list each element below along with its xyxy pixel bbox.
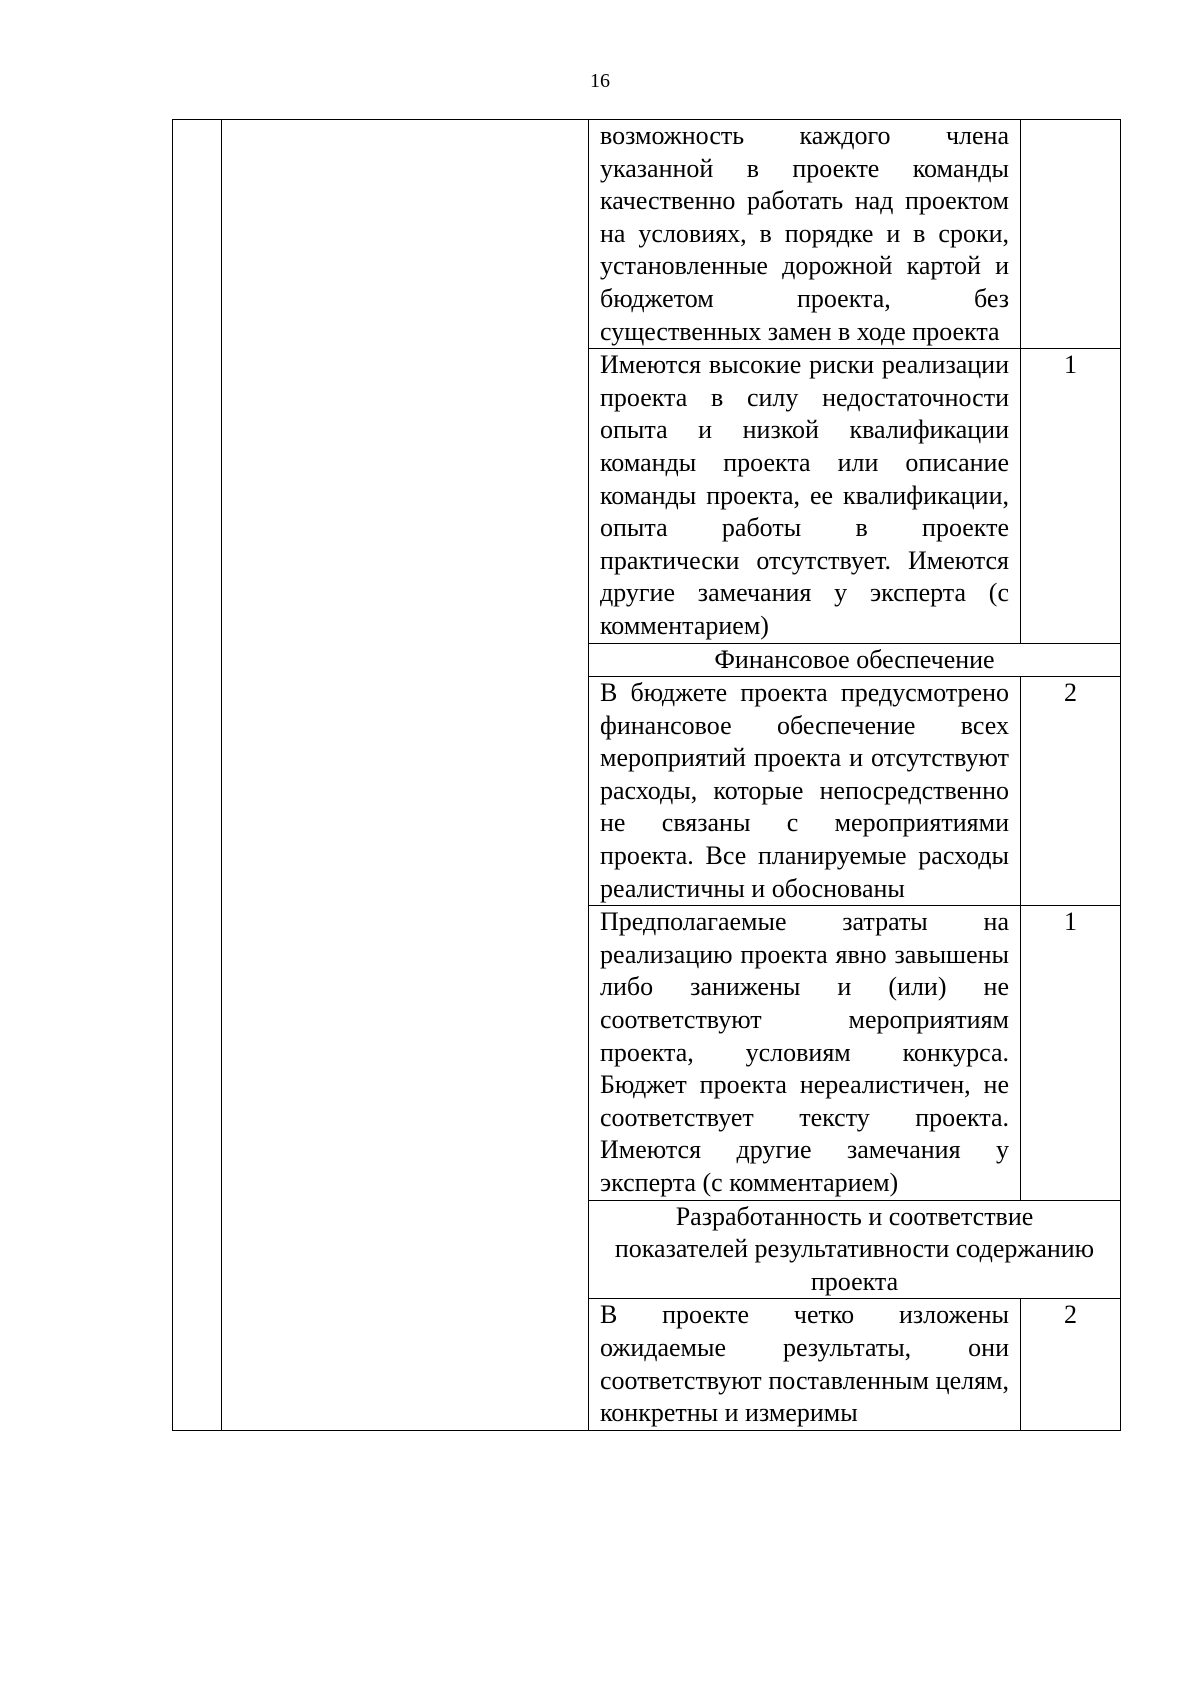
criterion-description-cell bbox=[589, 906, 1021, 1200]
criterion-name-cell bbox=[222, 120, 589, 1431]
score-value: 1 bbox=[1064, 350, 1077, 380]
score-cell bbox=[1021, 120, 1121, 349]
section-title: Разработанность и соответствие показателей результативности содержанию проекта bbox=[614, 1201, 1095, 1296]
score-value: 1 bbox=[1064, 907, 1077, 937]
score-value: 2 bbox=[1064, 678, 1077, 708]
criterion-text: возможность каждого члена указанной в проекте команды качественно работать над проектом на условиях, в порядке и в сроки, установленные дорожной картой и бюджетом проекта, без существенных замен в ходе проекта bbox=[600, 121, 1009, 346]
criterion-text: В бюджете проекта предусмотрено финансовое обеспечение всех мероприятий проекта и отсутствуют расходы, которые непосредственно не связаны с мероприятиями проекта. Все планируемые расходы реалистичны и обоснованы bbox=[600, 678, 1009, 903]
section-title: Финансовое обеспечение bbox=[714, 644, 995, 674]
score-cell bbox=[1021, 349, 1121, 643]
criterion-text: Предполагаемые затраты на реализацию проекта явно завышены либо занижены и (или) не соответствуют мероприятиям проекта, условиям конкурса. Бюджет проекта нереалистичен, не соответствует тексту проекта. Имеются другие замечания у эксперта (с комментарием) bbox=[600, 907, 1009, 1197]
section-header-cell bbox=[589, 643, 1121, 677]
section-header-cell bbox=[589, 1200, 1121, 1299]
criterion-text: В проекте четко изложены ожидаемые результаты, они соответствуют поставленным целям, конкретны и измеримы bbox=[600, 1300, 1009, 1428]
number-cell bbox=[173, 120, 222, 1431]
table-row bbox=[173, 120, 1121, 349]
score-cell bbox=[1021, 677, 1121, 906]
criterion-description-cell bbox=[589, 349, 1021, 643]
score-cell bbox=[1021, 906, 1121, 1200]
score-value: 2 bbox=[1064, 1300, 1077, 1330]
criterion-description-cell bbox=[589, 677, 1021, 906]
page-number: 16 bbox=[590, 70, 610, 92]
criterion-description-cell bbox=[589, 1299, 1021, 1430]
criteria-table bbox=[172, 119, 1121, 1431]
score-cell bbox=[1021, 1299, 1121, 1430]
criterion-description-cell bbox=[589, 120, 1021, 349]
criterion-text: Имеются высокие риски реализации проекта в силу недостаточности опыта и низкой квалификации команды проекта или описание команды проекта, ее квалификации, опыта работы в проекте практически отсутствует. Имеются другие замечания у эксперта (с комментарием) bbox=[600, 350, 1009, 640]
